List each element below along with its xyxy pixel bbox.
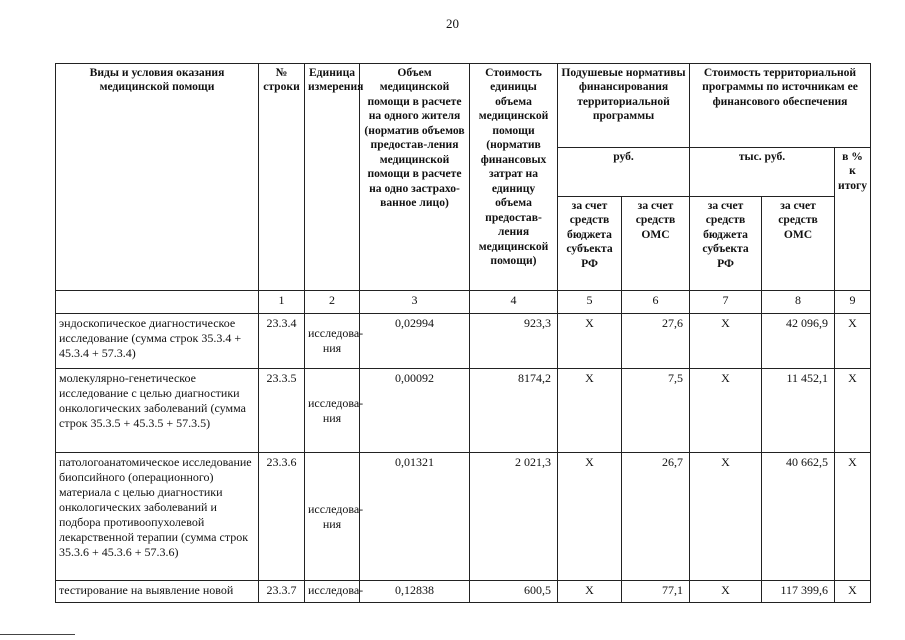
header-rub: руб. [558, 148, 690, 197]
row-c5: Х [558, 581, 622, 603]
page-number: 20 [446, 16, 459, 31]
row-line: 23.3.6 [259, 453, 305, 581]
column-numbers-row [56, 291, 871, 314]
row-c6: 27,6 [622, 314, 690, 369]
row-c7: Х [690, 581, 762, 603]
row-unit: исследова-ния [305, 369, 360, 453]
row-line: 23.3.4 [259, 314, 305, 369]
header-cost: Стоимость единицы объема медицинской помощи (норматив финансовых затрат на единицу объема предостав-ления медицинской помощи) [470, 64, 558, 291]
header-oms-thous: за счет средств ОМС [762, 197, 835, 291]
row-c7: Х [690, 314, 762, 369]
row-unit: исследова-ния [305, 314, 360, 369]
col-number: 5 [558, 291, 622, 314]
header-line-no: № строки [259, 64, 305, 291]
footer-divider [0, 634, 75, 635]
col-number: 3 [360, 291, 470, 314]
col-number: 1 [259, 291, 305, 314]
row-c6: 7,5 [622, 369, 690, 453]
row-c5: Х [558, 453, 622, 581]
row-line: 23.3.7 [259, 581, 305, 603]
header-kinds: Виды и условия оказания медицинской помощи [56, 64, 259, 291]
row-unit: исследова-ния [305, 453, 360, 581]
row-c9: Х [835, 581, 871, 603]
header-volume: Объем медицинской помощи в расчете на одного жителя (норматив объемов предостав-ления медицинской помощи в расчете на одно застрахо-ванное лицо) [360, 64, 470, 291]
header-program-cost: Стоимость территориальной программы по источникам ее финансового обеспечения [690, 64, 871, 148]
row-name: молекулярно-генетическое исследование с целью диагностики онкологических заболеваний (сумма строк 35.3.5 + 45.3.5 + 57.3.5) [56, 369, 259, 453]
col-number: 9 [835, 291, 871, 314]
row-cost: 2 021,3 [470, 453, 558, 581]
row-volume: 0,01321 [360, 453, 470, 581]
row-c6: 26,7 [622, 453, 690, 581]
row-unit: исследова- [305, 581, 360, 603]
header-pct-total: в % к итогу [835, 148, 871, 291]
row-c8: 11 452,1 [762, 369, 835, 453]
row-c6: 77,1 [622, 581, 690, 603]
table-row [56, 314, 871, 369]
row-cost: 8174,2 [470, 369, 558, 453]
row-c9: Х [835, 314, 871, 369]
row-name: тестирование на выявление новой [56, 581, 259, 603]
row-c7: Х [690, 369, 762, 453]
financing-table [55, 63, 871, 603]
row-name: эндоскопическое диагностическое исследование (сумма строк 35.3.4 + 45.3.4 + 57.3.4) [56, 314, 259, 369]
table-row [56, 581, 871, 603]
row-c5: Х [558, 369, 622, 453]
row-c9: Х [835, 453, 871, 581]
header-unit: Единица измерения [305, 64, 360, 291]
row-volume: 0,00092 [360, 369, 470, 453]
table-row [56, 453, 871, 581]
header-per-capita: Подушевые нормативы финансирования территориальной программы [558, 64, 690, 148]
table-row [56, 369, 871, 453]
col-number: 8 [762, 291, 835, 314]
header-thous-rub: тыс. руб. [690, 148, 835, 197]
row-line: 23.3.5 [259, 369, 305, 453]
row-name: патологоанатомическое исследование биопсийного (операционного) материала с целью диагностики онкологических заболеваний и подбора противоопухолевой лекарственной терапии (сумма строк 35.3.6 + 45.3.6 + 57.3.6) [56, 453, 259, 581]
row-c5: Х [558, 314, 622, 369]
row-c8: 40 662,5 [762, 453, 835, 581]
row-cost: 923,3 [470, 314, 558, 369]
col-number: 7 [690, 291, 762, 314]
col-number: 2 [305, 291, 360, 314]
row-volume: 0,02994 [360, 314, 470, 369]
row-cost: 600,5 [470, 581, 558, 603]
header-budget-rub: за счет средств бюджета субъекта РФ [558, 197, 622, 291]
row-c8: 42 096,9 [762, 314, 835, 369]
row-c8: 117 399,6 [762, 581, 835, 603]
col-number: 4 [470, 291, 558, 314]
header-oms-rub: за счет средств ОМС [622, 197, 690, 291]
header-budget-thous: за счет средств бюджета субъекта РФ [690, 197, 762, 291]
row-c9: Х [835, 369, 871, 453]
row-c7: Х [690, 453, 762, 581]
row-volume: 0,12838 [360, 581, 470, 603]
col-number [56, 291, 259, 314]
col-number: 6 [622, 291, 690, 314]
